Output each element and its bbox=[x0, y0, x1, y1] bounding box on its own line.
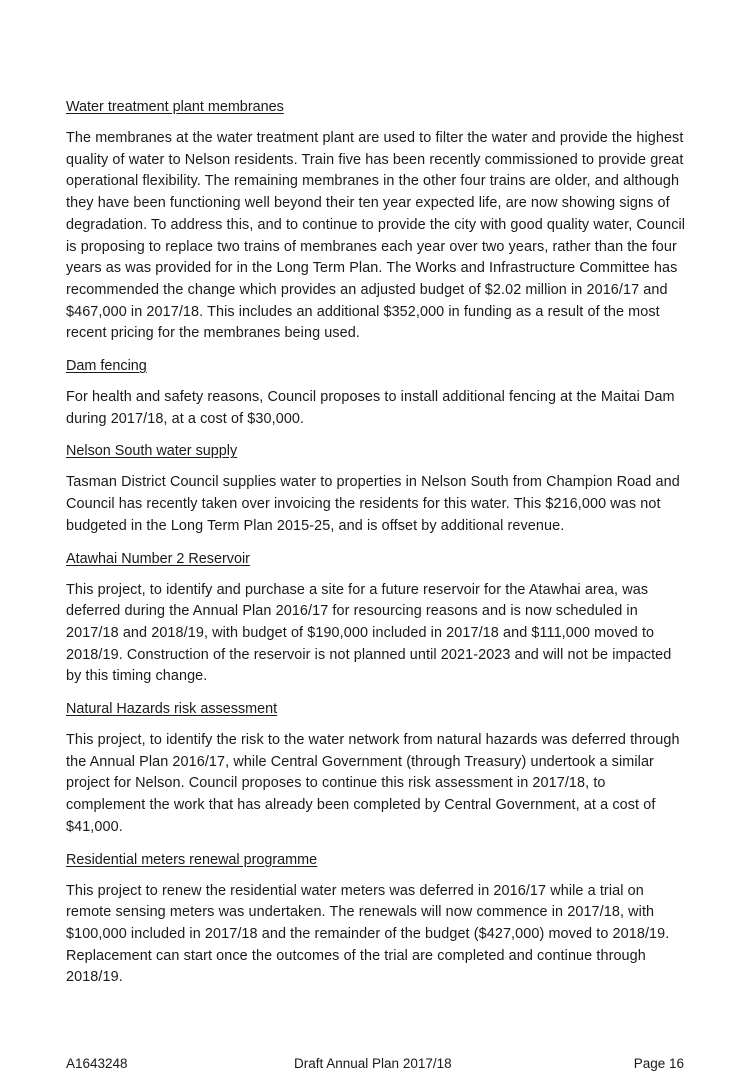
section-paragraph: For health and safety reasons, Council proposes to install additional fencing at the Maitai Dam during 2017/18, at a cost of $30,000. bbox=[66, 389, 675, 427]
section-paragraph: This project, to identify the risk to the water network from natural hazards was deferred through the Annual Plan 2016/17, while Central Government (through Treasury) undertook a similar project for Nelson. Council proposes to continue this risk assessment in 2017/18, to complement the work that has already been completed by Central Government, at a cost of $41,000. bbox=[66, 732, 680, 835]
section-water-treatment-membranes bbox=[66, 96, 686, 345]
section-paragraph: This project, to identify and purchase a site for a future reservoir for the Atawhai area, was deferred during the Annual Plan 2016/17 for resourcing reasons and is now scheduled in 2017/18 and 2018/19, with budget of $190,000 included in 2017/18 and $111,000 moved to 2018/19. Construction of the reservoir is not planned until 2021-2023 and will not be impacted by this timing change. bbox=[66, 581, 672, 685]
section-heading: Natural Hazards risk assessment bbox=[66, 701, 278, 718]
section-heading: Water treatment plant membranes bbox=[66, 99, 284, 115]
section-paragraph: The membranes at the water treatment plant are used to filter the water and provide the highest quality of water to Nelson residents. Train five has been recently commissioned to provide great operational flexibility. The remaining membranes in the other four trains are older, and although they have been functioning well beyond their ten year expected life, are now showing signs of degradation. To address this, and to continue to provide the city with good quality water, Council is proposing to replace two trains of membranes each year over two years, rather than the four years as was provided for in the Long Term Plan. The Works and Infrastructure Committee has recommended the change which provides an adjusted budget of $2.02 million in 2016/17 and $467,000 in 2017/18. This includes an additional $352,000 in funding as a result of the most recent pricing for the membranes being used. bbox=[66, 130, 686, 342]
section-atawhai-reservoir bbox=[66, 548, 686, 689]
section-dam-fencing bbox=[66, 355, 686, 430]
footer-title: Draft Annual Plan 2017/18 bbox=[294, 1056, 452, 1071]
section-heading: Dam fencing bbox=[66, 358, 147, 375]
section-paragraph: Tasman District Council supplies water to properties in Nelson South from Champion Road and Council has recently taken over invoicing the residents for this water. This $216,000 was not budgeted in the Long Term Plan 2015-25, and is offset by additional revenue. bbox=[66, 474, 680, 534]
section-heading: Atawhai Number 2 Reservoir bbox=[66, 550, 250, 567]
page-footer bbox=[66, 1054, 686, 1074]
section-natural-hazards bbox=[66, 698, 686, 839]
document-body bbox=[66, 96, 686, 999]
section-residential-meters bbox=[66, 849, 686, 990]
footer-doc-id: A1643248 bbox=[66, 1056, 128, 1071]
section-heading: Residential meters renewal programme bbox=[66, 851, 318, 868]
footer-page-number: Page 16 bbox=[633, 1056, 684, 1071]
section-nelson-south-water-supply bbox=[66, 440, 686, 537]
section-heading: Nelson South water supply bbox=[66, 443, 238, 460]
section-paragraph: This project to renew the residential water meters was deferred in 2016/17 while a trial on remote sensing meters was undertaken. The renewals will now commence in 2017/18, with $100,000 included in 2017/18 and the remainder of the budget ($427,000) moved to 2018/19. Replacement can start once the outcomes of the trial are completed and continue through 2018/19. bbox=[66, 882, 670, 986]
